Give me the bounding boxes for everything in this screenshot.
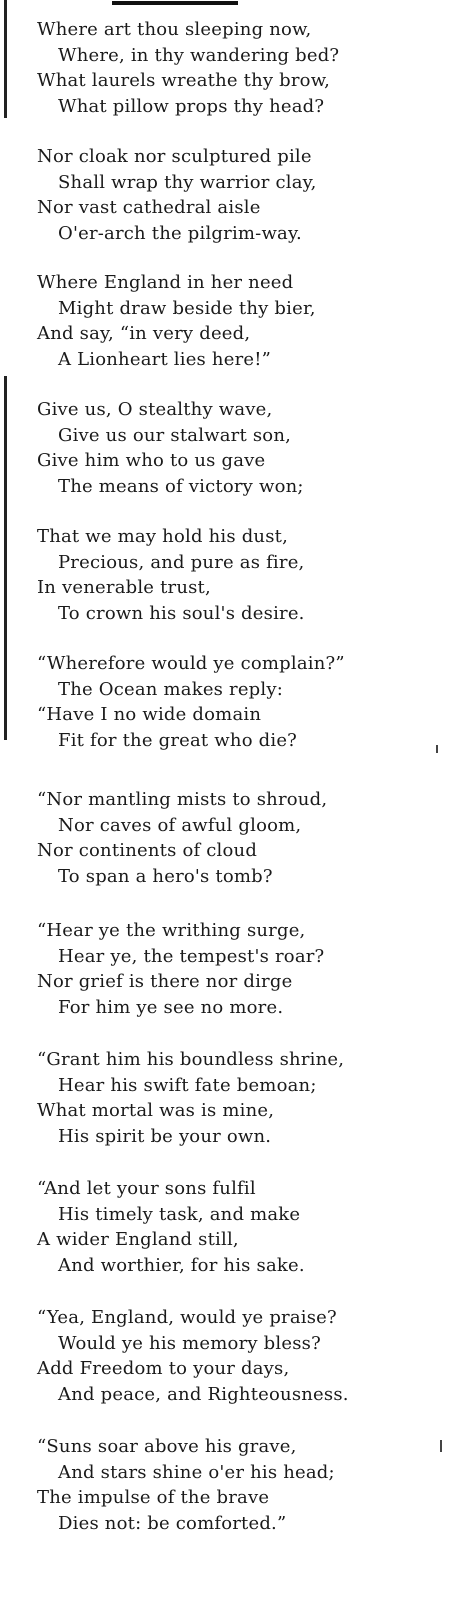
poem-line: Give him who to us gave bbox=[37, 450, 266, 471]
poem-line: Nor continents of cloud bbox=[37, 840, 258, 861]
poem-line: Give us, O stealthy wave, bbox=[37, 399, 273, 420]
poem-line: O'er-arch the pilgrim-way. bbox=[58, 222, 302, 244]
poem-line: Hear ye, the tempest's roar? bbox=[58, 945, 325, 967]
poem-line: “Hear ye the writhing surge, bbox=[37, 920, 306, 941]
poem-line: A wider England still, bbox=[37, 1229, 239, 1250]
poem-line: Might draw beside thy bier, bbox=[58, 297, 316, 319]
stanza bbox=[0, 397, 449, 499]
poem-line: Where art thou sleeping now, bbox=[37, 19, 312, 40]
stanza bbox=[0, 17, 449, 119]
stanza bbox=[0, 524, 449, 626]
poem-line: Where, in thy wandering bed? bbox=[58, 44, 340, 66]
poem-line: For him ye see no more. bbox=[58, 996, 284, 1018]
poem-line: Hear his swift fate bemoan; bbox=[58, 1074, 317, 1096]
poem-line: Give us our stalwart son, bbox=[58, 424, 292, 446]
poem-line: And worthier, for his sake. bbox=[58, 1254, 305, 1276]
stanza bbox=[0, 1434, 449, 1536]
poem-line: Add Freedom to your days, bbox=[37, 1358, 290, 1379]
stanza bbox=[0, 270, 449, 372]
poem-line: Nor vast cathedral aisle bbox=[37, 197, 261, 218]
poem-line: Precious, and pure as fire, bbox=[58, 551, 305, 573]
poem-line: “Have I no wide domain bbox=[37, 704, 262, 725]
poem-line: Nor caves of awful gloom, bbox=[58, 814, 302, 836]
poem-line: Where England in her need bbox=[37, 272, 294, 293]
poem-line: Would ye his memory bless? bbox=[58, 1332, 321, 1354]
poem-line: Shall wrap thy warrior clay, bbox=[58, 171, 317, 193]
poem-line: “Grant him his boundless shrine, bbox=[37, 1049, 345, 1070]
poem-line: Dies not: be comforted.” bbox=[58, 1512, 287, 1534]
top-rule bbox=[112, 1, 238, 5]
stanza bbox=[0, 1047, 449, 1149]
poem-line: The means of victory won; bbox=[58, 475, 304, 497]
poem-line: Nor grief is there nor dirge bbox=[37, 971, 293, 992]
poem-line: The impulse of the brave bbox=[37, 1487, 270, 1508]
stanza bbox=[0, 918, 449, 1020]
stanza bbox=[0, 1305, 449, 1407]
poem-line: That we may hold his dust, bbox=[37, 526, 289, 547]
poem-line: “And let your sons fulfil bbox=[37, 1178, 256, 1199]
poem-line: In venerable trust, bbox=[37, 577, 211, 598]
poem-line: “Yea, England, would ye praise? bbox=[37, 1307, 337, 1328]
stanza bbox=[0, 1176, 449, 1278]
stanza bbox=[0, 787, 449, 889]
poem-line: “Wherefore would ye complain?” bbox=[37, 653, 345, 674]
poem-line: What pillow props thy head? bbox=[58, 95, 325, 117]
poem-line: “Suns soar above his grave, bbox=[37, 1436, 297, 1457]
poem-line: To crown his soul's desire. bbox=[58, 602, 305, 624]
poem-line: “Nor mantling mists to shroud, bbox=[37, 789, 328, 810]
poem-line: The Ocean makes reply: bbox=[58, 678, 283, 700]
poem-line: His timely task, and make bbox=[58, 1203, 301, 1225]
poem-line: A Lionheart lies here!” bbox=[58, 348, 272, 370]
poem-line: To span a hero's tomb? bbox=[58, 865, 273, 887]
poem-line: And peace, and Righteousness. bbox=[58, 1383, 349, 1405]
stanza bbox=[0, 651, 449, 753]
poem-line: His spirit be your own. bbox=[58, 1125, 272, 1147]
poem-line: What laurels wreathe thy brow, bbox=[37, 70, 331, 91]
stanza bbox=[0, 144, 449, 246]
poem-line: Nor cloak nor sculptured pile bbox=[37, 146, 312, 167]
poem-line: What mortal was is mine, bbox=[37, 1100, 275, 1121]
poem-line: Fit for the great who die? bbox=[58, 729, 298, 751]
poem-line: And stars shine o'er his head; bbox=[58, 1461, 335, 1483]
poem-line: And say, “in very deed, bbox=[37, 323, 251, 344]
